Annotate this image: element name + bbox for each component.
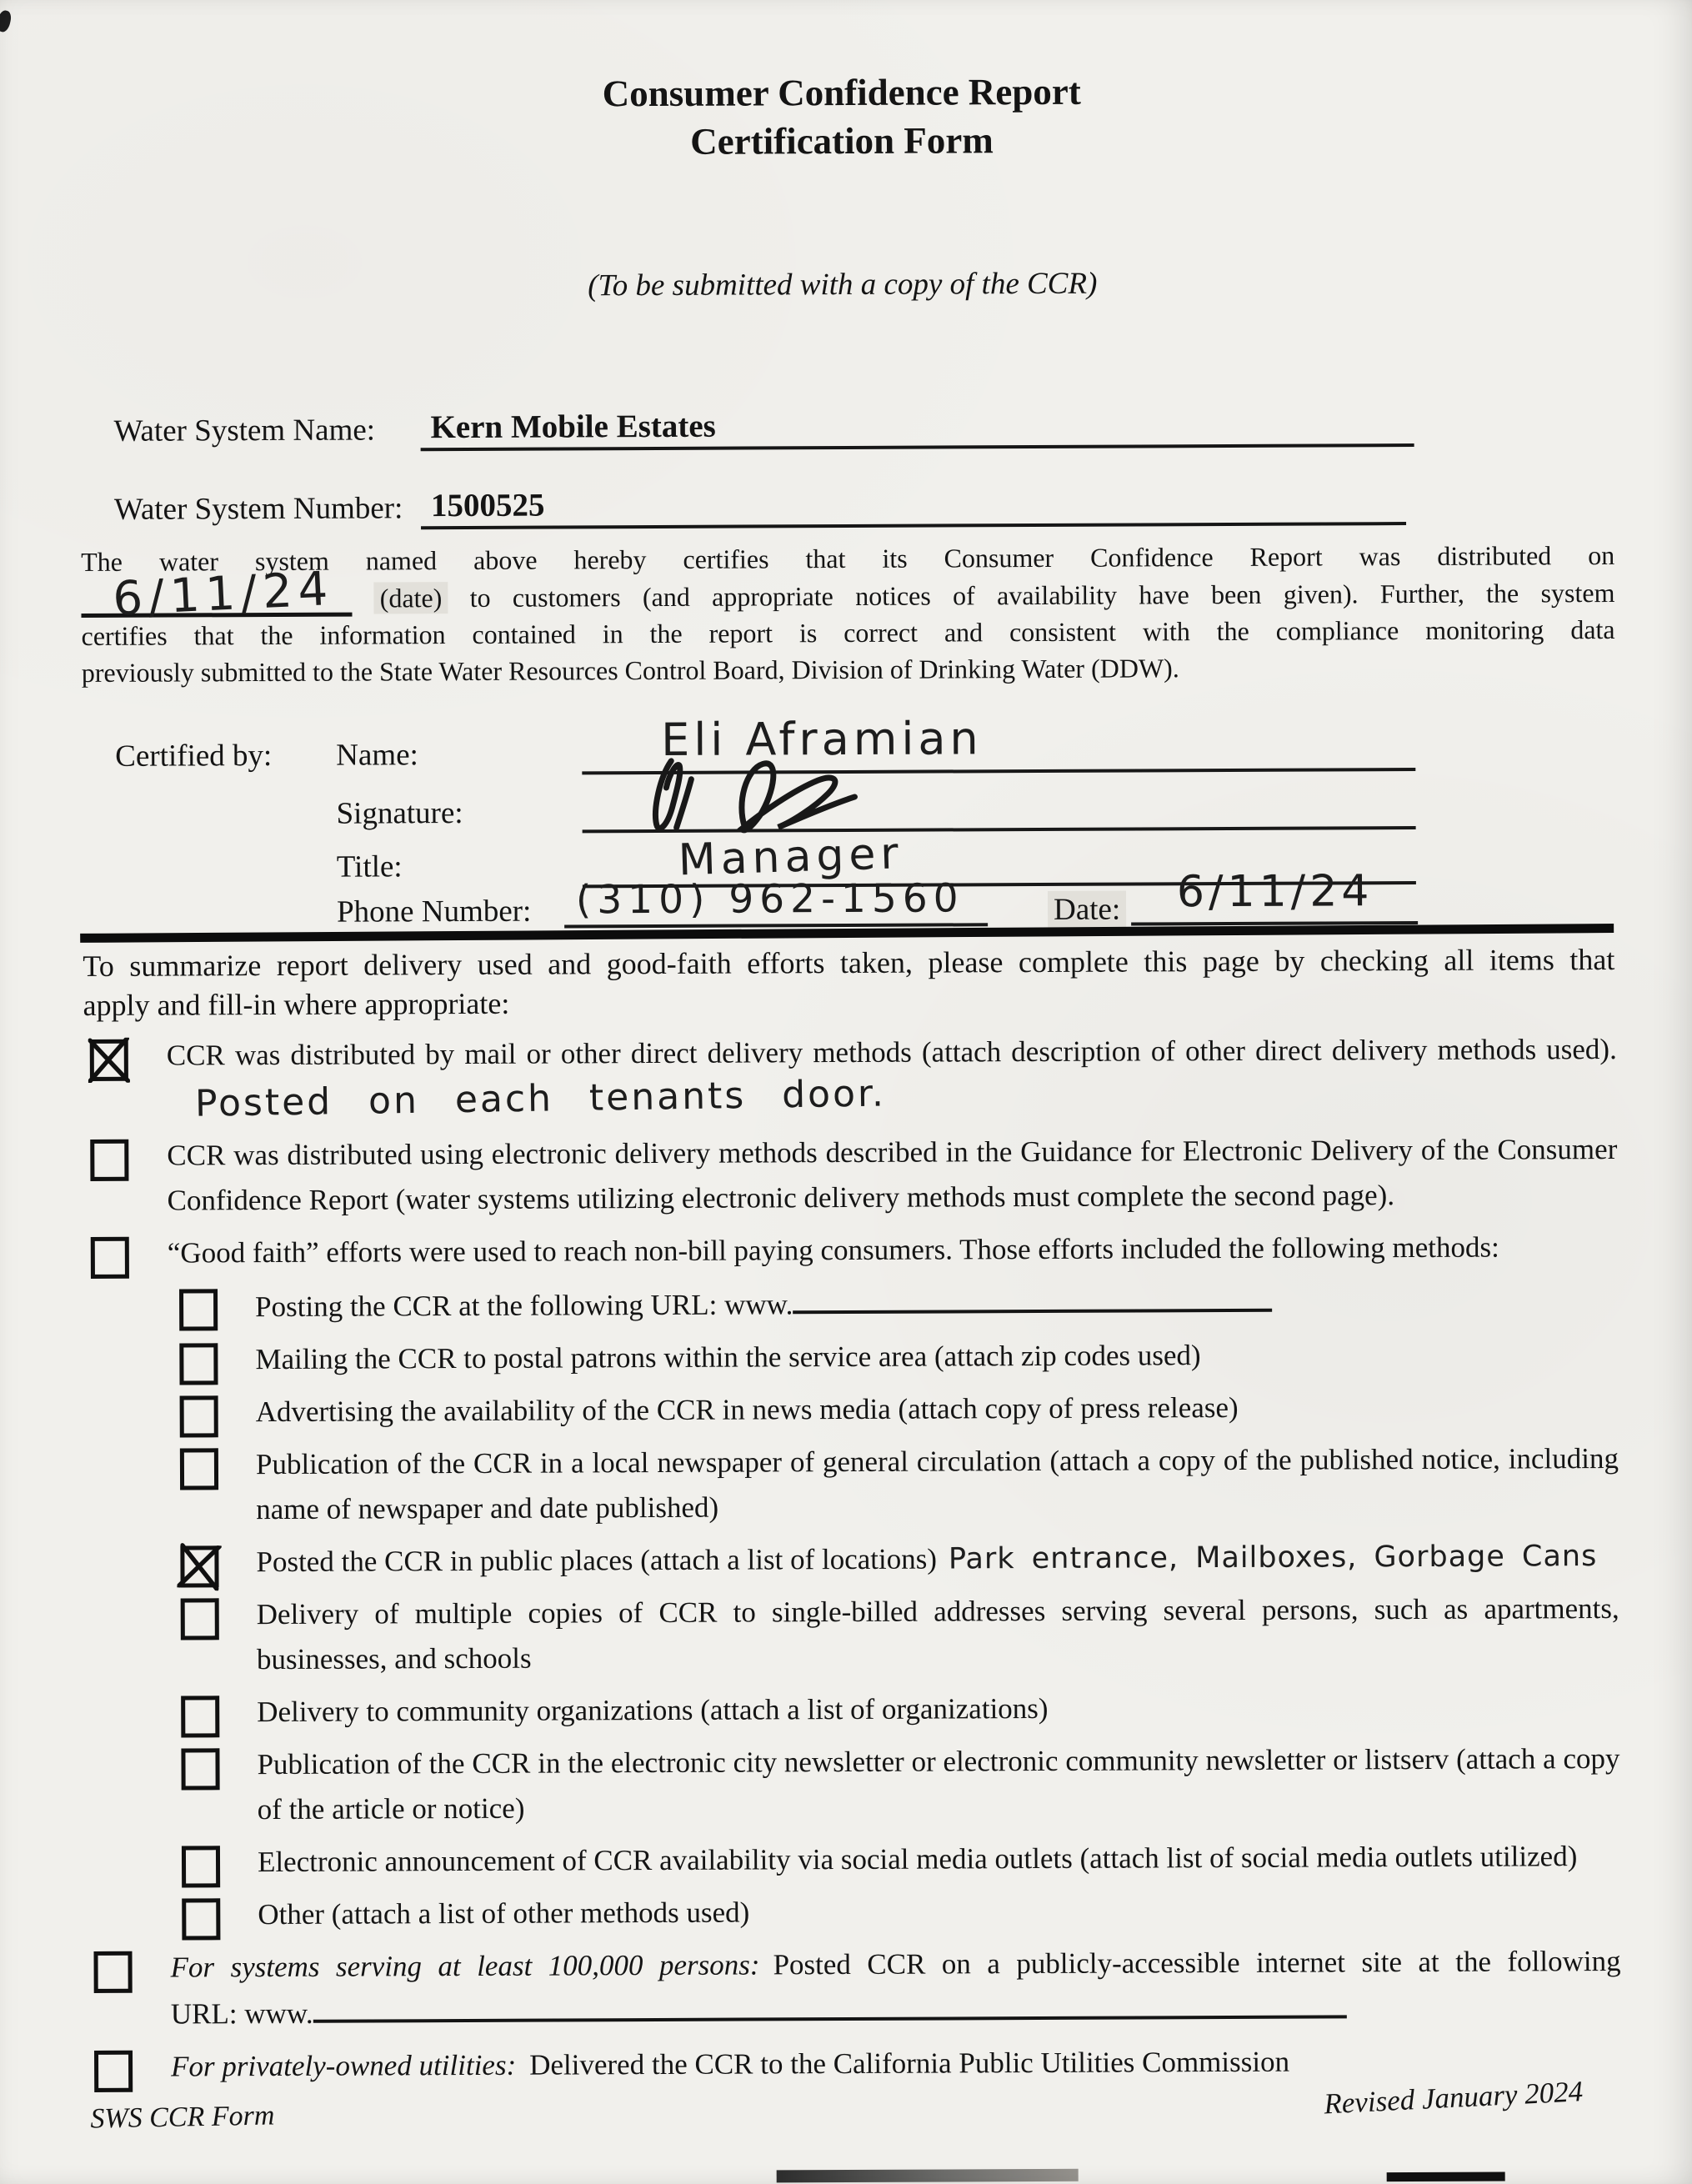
- checklist-item-lead: For systems serving at least 100,000 persons:: [170, 1948, 760, 1984]
- water-system-number-row: [114, 483, 1406, 531]
- checkbox-mailing-postal: [179, 1343, 218, 1385]
- handwritten-date: 6/11/24: [1176, 866, 1374, 918]
- checklist-item-label: CCR was distributed using electronic delivery methods described in the Guidance for Electronic Delivery of the Consumer Confidence Report (water systems utilizing electronic delivery methods must complete the second page).: [167, 1132, 1618, 1217]
- summary-instructions: [83, 940, 1614, 1025]
- checklist-item-label: “Good faith” efforts were used to reach non-bill paying consumers. Those efforts included the following methods:: [167, 1230, 1499, 1270]
- checkbox-mail-delivery: [90, 1039, 128, 1081]
- name-label: Name:: [336, 738, 418, 773]
- checklist-item-posting-url: [1, 1277, 1618, 1330]
- water-system-number-label: Water System Number:: [113, 491, 403, 527]
- checklist-item-label: Other (attach a list of other methods used): [258, 1896, 750, 1931]
- checklist-item-label: Posted the CCR in public places (attach a list of locations): [256, 1542, 938, 1579]
- date-label: Date:: [1048, 891, 1126, 929]
- checklist-item-social-media: [3, 1834, 1620, 1886]
- form-title-line1: Consumer Confidence Report: [602, 70, 1081, 115]
- checklist-item-mail-delivery: [0, 1027, 1617, 1126]
- checklist-item-community-orgs: [3, 1684, 1619, 1736]
- title-label: Title:: [336, 849, 403, 884]
- checklist-item-large-systems: [3, 1939, 1620, 2037]
- checkbox-posting-url: [179, 1289, 218, 1330]
- checklist-item-electronic-delivery: [0, 1127, 1617, 1224]
- handwritten-title: Manager: [677, 829, 904, 886]
- summary-line1: To summarize report delivery used and good-faith efforts taken, please complete this page by checking all items that: [83, 942, 1615, 983]
- certification-line3: certifies that the information contained in the report is correct and consistent with the compliance monitoring data: [81, 614, 1615, 651]
- form-title: [0, 65, 1688, 169]
- checkbox-other: [182, 1898, 220, 1940]
- checklist-item-mailing-postal: [1, 1331, 1618, 1383]
- checklist-item-multiple-copies: [3, 1586, 1619, 1683]
- handwritten-locations-note: Park entrance, Mailboxes, Gorbage Cans: [948, 1540, 1598, 1576]
- checklist-item-label: Delivered the CCR to the California Public Utilities Commission: [529, 2045, 1290, 2081]
- checklist-item-public-places: [2, 1534, 1619, 1585]
- phone-number-label: Phone Number:: [336, 894, 532, 929]
- checklist-item-other: [3, 1886, 1620, 1938]
- checklist-item-lead: For privately-owned utilities:: [171, 2048, 517, 2083]
- distribution-date-blank: [81, 561, 352, 627]
- certified-by-section: [0, 704, 1691, 928]
- revision-date-footer: Revised January 2024: [1323, 2075, 1584, 2121]
- handwritten-distribution-date: 6/11/24: [111, 561, 335, 627]
- url-blank-line-long: [313, 1985, 1346, 2022]
- checkbox-electronic-delivery: [90, 1140, 128, 1181]
- checklist-item-city-newsletter: [3, 1736, 1619, 1833]
- water-system-name-row: [113, 404, 1414, 453]
- checklist-item-newspaper: [2, 1436, 1619, 1533]
- form-subtitle: (To be submitted with a copy of the CCR): [588, 266, 1098, 303]
- date-line: [1131, 866, 1418, 926]
- certification-line2-text: to customers (and appropriate notices of availability have been given). Further, the system: [469, 577, 1615, 613]
- handwritten-phone: (310) 962-1560: [575, 875, 964, 924]
- checkbox-good-faith: [91, 1237, 129, 1279]
- form-id-footer: SWS CCR Form: [90, 2100, 275, 2135]
- water-system-number-value: 1500525: [421, 483, 1406, 529]
- scan-artifact-bar: [777, 2169, 1079, 2183]
- checklist-item-good-faith: [1, 1225, 1618, 1276]
- checkbox-newspaper: [180, 1448, 218, 1490]
- checklist-item-label: Delivery of multiple copies of CCR to single-billed addresses serving several persons, such as apartments, businesses, and schools: [256, 1591, 1619, 1676]
- water-system-name-value: Kern Mobile Estates: [420, 404, 1414, 451]
- checklist-item-label: Publication of the CCR in a local newspaper of general circulation (attach a copy of the published notice, including name of newspaper and date published): [255, 1441, 1619, 1526]
- checkbox-multiple-copies: [181, 1598, 219, 1640]
- checklist-item-advertising: [2, 1384, 1619, 1435]
- certification-line2: [81, 561, 1615, 627]
- certification-line1: The water system named above hereby certifies that its Consumer Confidence Report was distributed on: [81, 539, 1615, 577]
- checklist-item-label: Mailing the CCR to postal patrons within the service area (attach zip codes used): [255, 1339, 1201, 1376]
- date-marker-label: (date): [374, 582, 448, 614]
- signature-label: Signature:: [336, 796, 463, 831]
- certified-by-label: Certified by:: [115, 739, 273, 774]
- checkbox-private-utilities: [94, 2051, 133, 2092]
- summary-line2: apply and fill-in where appropriate:: [83, 986, 510, 1022]
- scan-artifact-bar: [1387, 2172, 1505, 2182]
- checklist-item-label: Delivery to community organizations (attach a list of organizations): [257, 1691, 1049, 1729]
- checkbox-public-places: [180, 1545, 218, 1587]
- checklist-item-label: CCR was distributed by mail or other direct delivery methods (attach description of other direct delivery methods used).: [166, 1032, 1617, 1072]
- checkbox-social-media: [182, 1846, 220, 1887]
- checklist-item-label: Posting the CCR at the following URL: www.: [255, 1288, 793, 1324]
- url-line2-label: URL: www.: [170, 1996, 313, 2031]
- scan-artifact-speck: [0, 9, 13, 33]
- checklist-item-label: Advertising the availability of the CCR in news media (attach copy of press release): [255, 1390, 1239, 1429]
- handwritten-delivery-note: Posted on each tenants door.: [194, 1072, 887, 1125]
- checkbox-advertising: [180, 1395, 218, 1437]
- checkbox-community-orgs: [181, 1696, 219, 1737]
- checklist-item-label: Electronic announcement of CCR availability via social media outlets (attach list of social media outlets utilized): [257, 1840, 1578, 1879]
- checklist-item-private-utilities: [4, 2038, 1621, 2090]
- phone-line: [564, 871, 988, 928]
- water-system-name-label: Water System Name:: [113, 413, 376, 448]
- url-blank-line: [793, 1279, 1272, 1315]
- checklist-item-label: Publication of the CCR in the electronic city newsletter or electronic community newsletter or listserv (attach a copy of the article or notice): [257, 1741, 1620, 1826]
- checkbox-city-newsletter: [181, 1748, 219, 1790]
- checklist-item-label: Posted CCR on a publicly-accessible internet site at the following: [773, 1944, 1621, 1981]
- delivery-checklist: [0, 1027, 1692, 2098]
- handwritten-name: Eli Aframian: [661, 712, 983, 766]
- checkbox-large-systems: [93, 1951, 132, 1993]
- certification-paragraph: [81, 537, 1615, 691]
- form-title-line2: Certification Form: [690, 119, 994, 163]
- certification-line4: previously submitted to the State Water Resources Control Board, Division of Drinking Water (DDW).: [81, 653, 1179, 688]
